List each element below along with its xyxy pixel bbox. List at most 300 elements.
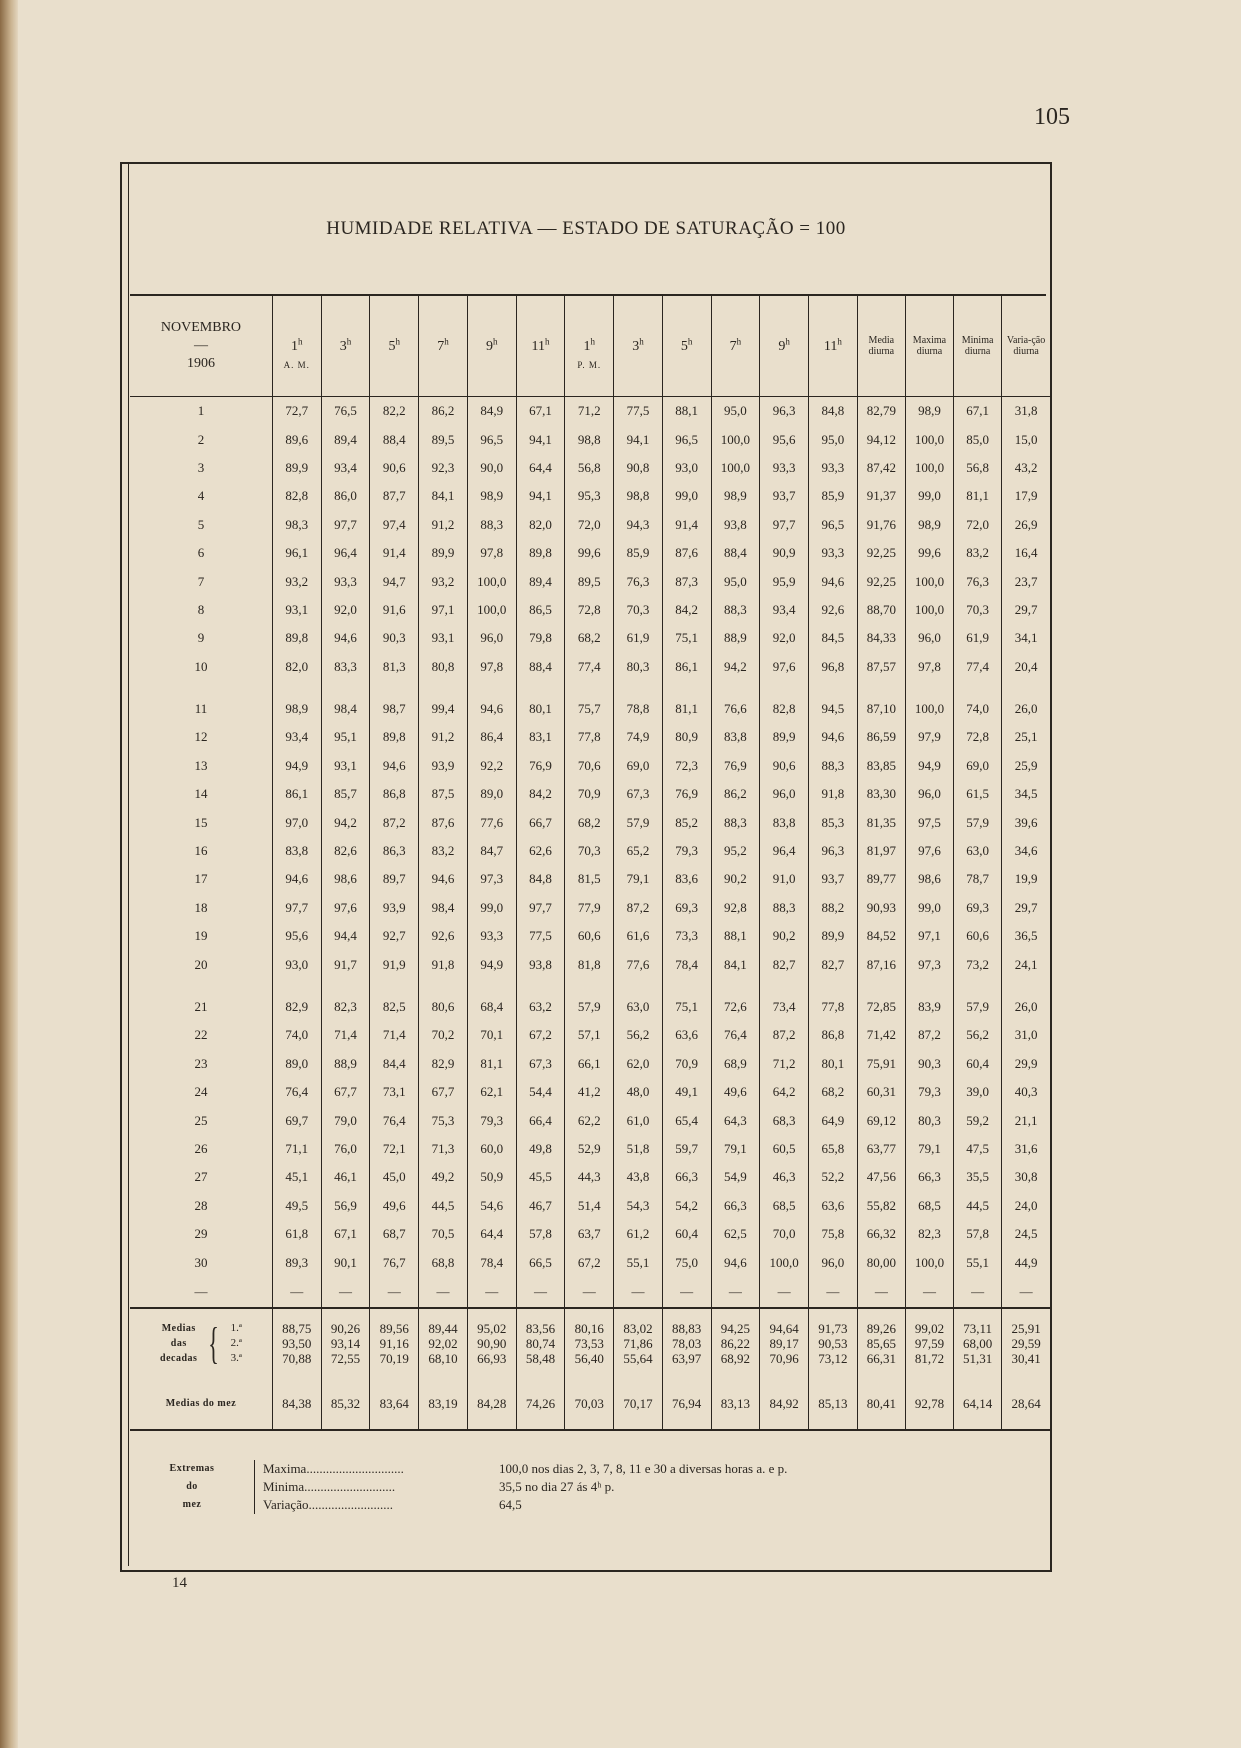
value-cell: 81,35 bbox=[857, 808, 905, 836]
value-cell: 100,0 bbox=[467, 567, 516, 595]
value-cell: 52,9 bbox=[565, 1135, 614, 1163]
value-cell: 94,2 bbox=[321, 808, 370, 836]
value-cell: 64,3 bbox=[711, 1106, 760, 1134]
value-cell: 86,59 bbox=[857, 723, 905, 751]
value-cell: 91,6 bbox=[370, 596, 419, 624]
value-cell: 95,3 bbox=[565, 482, 614, 510]
value-cell: 69,0 bbox=[954, 752, 1002, 780]
month-mean-cell: 85,32 bbox=[321, 1379, 370, 1430]
month-mean-cell: 83,13 bbox=[711, 1379, 760, 1430]
value-cell: 68,5 bbox=[905, 1192, 953, 1220]
day-cell: 4 bbox=[197, 488, 205, 504]
value-cell: 86,0 bbox=[321, 482, 370, 510]
day-cell: 30 bbox=[194, 1254, 208, 1270]
value-cell: 63,2 bbox=[516, 979, 565, 1021]
value-cell: 67,3 bbox=[516, 1050, 565, 1078]
table-row bbox=[130, 482, 1050, 510]
value-cell: 72,85 bbox=[857, 979, 905, 1021]
day-cell: 23 bbox=[194, 1055, 208, 1071]
table-title: HUMIDADE RELATIVA — ESTADO DE SATURAÇÃO = 100 bbox=[326, 218, 846, 239]
value-cell: 93,8 bbox=[516, 950, 565, 978]
table-row bbox=[130, 752, 1050, 780]
extremes-label: do bbox=[186, 1481, 198, 1492]
table-row bbox=[130, 511, 1050, 539]
value-cell: 96,0 bbox=[467, 624, 516, 652]
value-cell: 98,6 bbox=[905, 865, 953, 893]
value-cell: 97,9 bbox=[905, 723, 953, 751]
dash-cell: — bbox=[662, 1277, 711, 1308]
value-cell: 91,8 bbox=[419, 950, 468, 978]
value-cell: 89,5 bbox=[419, 425, 468, 453]
value-cell: 87,6 bbox=[419, 808, 468, 836]
value-cell: 72,8 bbox=[954, 723, 1002, 751]
value-cell: 24,5 bbox=[1002, 1220, 1050, 1248]
value-cell: 72,6 bbox=[711, 979, 760, 1021]
value-cell: 41,2 bbox=[565, 1078, 614, 1106]
value-cell: 73,3 bbox=[662, 922, 711, 950]
decade-value: 25,91 bbox=[1011, 1321, 1041, 1337]
value-cell: 57,8 bbox=[954, 1220, 1002, 1248]
extreme-name: Minima bbox=[263, 1479, 305, 1494]
value-cell: 96,0 bbox=[905, 780, 953, 808]
value-cell: 82,6 bbox=[321, 837, 370, 865]
value-cell: 90,3 bbox=[905, 1050, 953, 1078]
value-cell: 57,9 bbox=[565, 979, 614, 1021]
value-cell: 76,7 bbox=[370, 1248, 419, 1276]
value-cell: 74,9 bbox=[614, 723, 663, 751]
decade-value: 70,88 bbox=[282, 1351, 312, 1367]
value-cell: 93,9 bbox=[370, 894, 419, 922]
value-cell: 94,9 bbox=[272, 752, 321, 780]
value-cell: 66,7 bbox=[516, 808, 565, 836]
value-cell: 88,4 bbox=[370, 425, 419, 453]
month-mean-cell: 85,13 bbox=[809, 1379, 858, 1430]
table-row bbox=[130, 1163, 1050, 1191]
extreme-name: Variação bbox=[263, 1497, 309, 1512]
value-cell: 86,3 bbox=[370, 837, 419, 865]
decade-value: 51,31 bbox=[962, 1351, 993, 1367]
decade-value: 55,64 bbox=[623, 1351, 653, 1367]
value-cell: 39,6 bbox=[1002, 808, 1050, 836]
table-row bbox=[130, 1192, 1050, 1220]
value-cell: 47,5 bbox=[954, 1135, 1002, 1163]
hour-header: 1$^h$ A. M. bbox=[272, 296, 321, 397]
value-cell: 55,1 bbox=[954, 1248, 1002, 1276]
decade-cell bbox=[370, 1308, 419, 1379]
value-cell: 97,7 bbox=[516, 894, 565, 922]
decade-value: 66,31 bbox=[866, 1351, 896, 1367]
day-cell: 11 bbox=[194, 701, 208, 717]
value-cell: 87,2 bbox=[760, 1021, 809, 1049]
table-row bbox=[130, 922, 1050, 950]
value-cell: 90,0 bbox=[467, 454, 516, 482]
value-cell: 81,1 bbox=[662, 681, 711, 723]
value-cell: 82,3 bbox=[321, 979, 370, 1021]
value-cell: 94,6 bbox=[467, 681, 516, 723]
value-cell: 86,8 bbox=[809, 1021, 858, 1049]
value-cell: 96,1 bbox=[272, 539, 321, 567]
value-cell: 100,0 bbox=[711, 454, 760, 482]
value-cell: 59,2 bbox=[954, 1106, 1002, 1134]
extreme-value: 35,5 no dia 27 ás 4ʰ p. bbox=[499, 1479, 615, 1494]
value-cell: 93,3 bbox=[809, 539, 858, 567]
value-cell: 68,4 bbox=[467, 979, 516, 1021]
value-cell: 80,9 bbox=[662, 723, 711, 751]
value-cell: 89,8 bbox=[272, 624, 321, 652]
dash-cell: — bbox=[954, 1277, 1002, 1308]
value-cell: 90,6 bbox=[370, 454, 419, 482]
value-cell: 90,3 bbox=[370, 624, 419, 652]
value-cell: 90,1 bbox=[321, 1248, 370, 1276]
value-cell: 95,2 bbox=[711, 837, 760, 865]
value-cell: 93,0 bbox=[272, 950, 321, 978]
value-cell: 72,0 bbox=[954, 511, 1002, 539]
value-cell: 73,4 bbox=[760, 979, 809, 1021]
value-cell: 63,7 bbox=[565, 1220, 614, 1248]
value-cell: 60,5 bbox=[760, 1135, 809, 1163]
value-cell: 93,0 bbox=[662, 454, 711, 482]
value-cell: 64,9 bbox=[809, 1106, 858, 1134]
value-cell: 44,5 bbox=[954, 1192, 1002, 1220]
value-cell: 92,3 bbox=[419, 454, 468, 482]
value-cell: 81,5 bbox=[565, 865, 614, 893]
minima-header: Minima diurna bbox=[954, 296, 1002, 397]
value-cell: 83,2 bbox=[419, 837, 468, 865]
value-cell: 34,5 bbox=[1002, 780, 1050, 808]
value-cell: 71,3 bbox=[419, 1135, 468, 1163]
day-cell: 20 bbox=[194, 956, 208, 972]
hour-header: 3$^h$ bbox=[321, 296, 370, 397]
month-mean-cell: 28,64 bbox=[1002, 1379, 1050, 1430]
value-cell: 17,9 bbox=[1002, 482, 1050, 510]
value-cell: 91,2 bbox=[419, 511, 468, 539]
book-spine bbox=[0, 0, 18, 1748]
value-cell: 83,3 bbox=[321, 653, 370, 681]
value-cell: 82,79 bbox=[857, 397, 905, 426]
decade-label: Medias das decadas { 1.ª 2.ª 3.ª bbox=[130, 1308, 272, 1379]
value-cell: 94,3 bbox=[614, 511, 663, 539]
month-mean-cell: 83,64 bbox=[370, 1379, 419, 1430]
value-cell: 88,3 bbox=[711, 596, 760, 624]
value-cell: 60,6 bbox=[954, 922, 1002, 950]
value-cell: 56,2 bbox=[954, 1021, 1002, 1049]
value-cell: 39,0 bbox=[954, 1078, 1002, 1106]
decade-value: 80,74 bbox=[525, 1336, 556, 1352]
decade-value: 93,14 bbox=[330, 1336, 361, 1352]
hour-header: 5$^h$ bbox=[370, 296, 419, 397]
value-cell: 86,4 bbox=[467, 723, 516, 751]
value-cell: 91,0 bbox=[760, 865, 809, 893]
value-cell: 61,8 bbox=[272, 1220, 321, 1248]
value-cell: 86,2 bbox=[419, 397, 468, 426]
value-cell: 29,9 bbox=[1002, 1050, 1050, 1078]
value-cell: 65,2 bbox=[614, 837, 663, 865]
value-cell: 62,5 bbox=[711, 1220, 760, 1248]
value-cell: 66,32 bbox=[857, 1220, 905, 1248]
value-cell: 89,5 bbox=[565, 567, 614, 595]
month-dash: — bbox=[193, 338, 208, 353]
dash-cell: — bbox=[760, 1277, 809, 1308]
value-cell: 75,91 bbox=[857, 1050, 905, 1078]
value-cell: 93,4 bbox=[760, 596, 809, 624]
decade-cell bbox=[760, 1308, 809, 1379]
value-cell: 85,9 bbox=[614, 539, 663, 567]
value-cell: 96,3 bbox=[809, 837, 858, 865]
value-cell: 98,8 bbox=[565, 425, 614, 453]
decade-cell bbox=[809, 1308, 858, 1379]
decade-cell bbox=[272, 1308, 321, 1379]
value-cell: 78,4 bbox=[467, 1248, 516, 1276]
decade-cell bbox=[467, 1308, 516, 1379]
table-row bbox=[130, 624, 1050, 652]
decade-cell bbox=[565, 1308, 614, 1379]
value-cell: 54,9 bbox=[711, 1163, 760, 1191]
value-cell: 26,0 bbox=[1002, 979, 1050, 1021]
value-cell: 90,8 bbox=[614, 454, 663, 482]
day-cell: 24 bbox=[194, 1084, 208, 1100]
value-cell: 87,2 bbox=[905, 1021, 953, 1049]
value-cell: 88,3 bbox=[760, 894, 809, 922]
value-cell: 45,1 bbox=[272, 1163, 321, 1191]
value-cell: 20,4 bbox=[1002, 653, 1050, 681]
table-row bbox=[130, 1220, 1050, 1248]
value-cell: 26,0 bbox=[1002, 681, 1050, 723]
value-cell: 70,2 bbox=[419, 1021, 468, 1049]
month-header bbox=[130, 296, 272, 397]
value-cell: 79,3 bbox=[467, 1106, 516, 1134]
decade-value: 88,83 bbox=[672, 1321, 702, 1337]
value-cell: 77,8 bbox=[565, 723, 614, 751]
value-cell: 96,0 bbox=[809, 1248, 858, 1276]
value-cell: 99,0 bbox=[905, 894, 953, 922]
value-cell: 93,7 bbox=[809, 865, 858, 893]
dash-cell: — bbox=[370, 1277, 419, 1308]
value-cell: 92,2 bbox=[467, 752, 516, 780]
table-row bbox=[130, 979, 1050, 1021]
dash-cell: — bbox=[321, 1277, 370, 1308]
month-mean-cell: 92,78 bbox=[905, 1379, 953, 1430]
value-cell: 100,0 bbox=[905, 1248, 953, 1276]
table-row bbox=[130, 1021, 1050, 1049]
value-cell: 97,1 bbox=[905, 922, 953, 950]
value-cell: 91,8 bbox=[809, 780, 858, 808]
value-cell: 89,8 bbox=[516, 539, 565, 567]
decade-cell bbox=[954, 1308, 1002, 1379]
value-cell: 57,9 bbox=[614, 808, 663, 836]
value-cell: 96,3 bbox=[760, 397, 809, 426]
value-cell: 92,0 bbox=[321, 596, 370, 624]
value-cell: 65,8 bbox=[809, 1135, 858, 1163]
decade-value: 89,26 bbox=[866, 1321, 896, 1337]
decade-value: 63,97 bbox=[672, 1351, 702, 1367]
day-cell: 3 bbox=[197, 459, 205, 475]
value-cell: 44,3 bbox=[565, 1163, 614, 1191]
value-cell: 84,9 bbox=[467, 397, 516, 426]
value-cell: 68,2 bbox=[809, 1078, 858, 1106]
value-cell: 73,1 bbox=[370, 1078, 419, 1106]
value-cell: 80,1 bbox=[516, 681, 565, 723]
value-cell: 93,2 bbox=[272, 567, 321, 595]
value-cell: 67,7 bbox=[419, 1078, 468, 1106]
value-cell: 86,1 bbox=[662, 653, 711, 681]
value-cell: 55,82 bbox=[857, 1192, 905, 1220]
value-cell: 91,2 bbox=[419, 723, 468, 751]
value-cell: 80,00 bbox=[857, 1248, 905, 1276]
value-cell: 81,97 bbox=[857, 837, 905, 865]
value-cell: 90,9 bbox=[760, 539, 809, 567]
value-cell: 70,5 bbox=[419, 1220, 468, 1248]
value-cell: 66,3 bbox=[662, 1163, 711, 1191]
table-row bbox=[130, 1078, 1050, 1106]
value-cell: 61,2 bbox=[614, 1220, 663, 1248]
value-cell: 61,5 bbox=[954, 780, 1002, 808]
value-cell: 94,6 bbox=[370, 752, 419, 780]
value-cell: 54,2 bbox=[662, 1192, 711, 1220]
value-cell: 95,6 bbox=[272, 922, 321, 950]
value-cell: 82,9 bbox=[272, 979, 321, 1021]
value-cell: 49,2 bbox=[419, 1163, 468, 1191]
value-cell: 64,2 bbox=[760, 1078, 809, 1106]
value-cell: 88,9 bbox=[321, 1050, 370, 1078]
value-cell: 97,6 bbox=[905, 837, 953, 865]
value-cell: 94,5 bbox=[809, 681, 858, 723]
value-cell: 86,1 bbox=[272, 780, 321, 808]
value-cell: 76,4 bbox=[370, 1106, 419, 1134]
table-row bbox=[130, 567, 1050, 595]
value-cell: 36,5 bbox=[1002, 922, 1050, 950]
value-cell: 99,4 bbox=[419, 681, 468, 723]
value-cell: 59,7 bbox=[662, 1135, 711, 1163]
day-rows bbox=[130, 397, 1050, 1277]
day-cell: 21 bbox=[194, 999, 208, 1014]
value-cell: 86,5 bbox=[516, 596, 565, 624]
value-cell: 81,8 bbox=[565, 950, 614, 978]
value-cell: 74,0 bbox=[272, 1021, 321, 1049]
value-cell: 93,4 bbox=[272, 723, 321, 751]
value-cell: 79,8 bbox=[516, 624, 565, 652]
extremes-label: mez bbox=[182, 1499, 202, 1510]
decade-value: 86,22 bbox=[720, 1336, 751, 1352]
value-cell: 93,4 bbox=[321, 454, 370, 482]
value-cell: 89,9 bbox=[760, 723, 809, 751]
value-cell: 79,3 bbox=[905, 1078, 953, 1106]
value-cell: 88,1 bbox=[662, 397, 711, 426]
value-cell: 82,0 bbox=[516, 511, 565, 539]
value-cell: 83,2 bbox=[954, 539, 1002, 567]
day-cell: 5 bbox=[197, 516, 205, 532]
decade-value: 78,03 bbox=[672, 1336, 702, 1352]
value-cell: 61,6 bbox=[614, 922, 663, 950]
table-row bbox=[130, 681, 1050, 723]
value-cell: 87,10 bbox=[857, 681, 905, 723]
value-cell: 69,3 bbox=[662, 894, 711, 922]
decade-value: 29,59 bbox=[1011, 1336, 1041, 1352]
value-cell: 72,3 bbox=[662, 752, 711, 780]
value-cell: 61,0 bbox=[614, 1106, 663, 1134]
value-cell: 79,0 bbox=[321, 1106, 370, 1134]
day-cell: 8 bbox=[197, 601, 205, 617]
value-cell: 97,7 bbox=[272, 894, 321, 922]
value-cell: 70,1 bbox=[467, 1021, 516, 1049]
table-row bbox=[130, 837, 1050, 865]
dash-cell: — bbox=[809, 1277, 858, 1308]
value-cell: 90,2 bbox=[760, 922, 809, 950]
value-cell: 82,2 bbox=[370, 397, 419, 426]
value-cell: 98,3 bbox=[272, 511, 321, 539]
table-row bbox=[130, 780, 1050, 808]
value-cell: 89,0 bbox=[467, 780, 516, 808]
value-cell: 70,3 bbox=[954, 596, 1002, 624]
value-cell: 87,42 bbox=[857, 454, 905, 482]
month-mean-cell: 64,14 bbox=[954, 1379, 1002, 1430]
value-cell: 84,52 bbox=[857, 922, 905, 950]
value-cell: 63,0 bbox=[614, 979, 663, 1021]
hour-header: 5$^h$ bbox=[662, 296, 711, 397]
dash-cell: — bbox=[857, 1277, 905, 1308]
humidity-table bbox=[130, 296, 1050, 1431]
decade-means-row bbox=[130, 1308, 1050, 1379]
value-cell: 70,3 bbox=[614, 596, 663, 624]
decade-value: 90,26 bbox=[330, 1321, 361, 1337]
decade-value: 93,50 bbox=[282, 1336, 312, 1352]
value-cell: 82,8 bbox=[760, 681, 809, 723]
value-cell: 72,8 bbox=[565, 596, 614, 624]
decade-value: 89,17 bbox=[769, 1336, 799, 1352]
variacao-header: Varia-ção diurna bbox=[1002, 296, 1050, 397]
value-cell: 49,5 bbox=[272, 1192, 321, 1220]
decade-value: 99,02 bbox=[914, 1321, 945, 1337]
value-cell: 81,1 bbox=[954, 482, 1002, 510]
decade-value: 85,65 bbox=[866, 1336, 896, 1352]
decade-value: 95,02 bbox=[477, 1321, 507, 1337]
decade-value: 70,19 bbox=[379, 1351, 409, 1367]
decade-cell bbox=[1002, 1308, 1050, 1379]
value-cell: 85,0 bbox=[954, 425, 1002, 453]
value-cell: 67,1 bbox=[321, 1220, 370, 1248]
value-cell: 79,1 bbox=[711, 1135, 760, 1163]
value-cell: 55,1 bbox=[614, 1248, 663, 1276]
decade-cell bbox=[614, 1308, 663, 1379]
value-cell: 88,4 bbox=[516, 653, 565, 681]
value-cell: 57,8 bbox=[516, 1220, 565, 1248]
value-cell: 87,3 bbox=[662, 567, 711, 595]
dash-cell: — bbox=[419, 1277, 468, 1308]
value-cell: 94,1 bbox=[516, 482, 565, 510]
value-cell: 88,70 bbox=[857, 596, 905, 624]
value-cell: 83,1 bbox=[516, 723, 565, 751]
day-cell: 16 bbox=[194, 843, 208, 859]
value-cell: 90,2 bbox=[711, 865, 760, 893]
decade-value: 90,90 bbox=[477, 1336, 507, 1352]
table-row bbox=[130, 1050, 1050, 1078]
value-cell: 93,1 bbox=[321, 752, 370, 780]
value-cell: 75,3 bbox=[419, 1106, 468, 1134]
value-cell: 71,4 bbox=[321, 1021, 370, 1049]
value-cell: 31,8 bbox=[1002, 397, 1050, 426]
decade-value: 89,56 bbox=[379, 1321, 409, 1337]
hour-header: 1$^h$ P. M. bbox=[565, 296, 614, 397]
value-cell: 91,9 bbox=[370, 950, 419, 978]
decade-value: 66,93 bbox=[477, 1351, 507, 1367]
pm-label: P. M. bbox=[577, 360, 602, 370]
value-cell: 87,16 bbox=[857, 950, 905, 978]
value-cell: 83,8 bbox=[760, 808, 809, 836]
decade-cell bbox=[711, 1308, 760, 1379]
decade-value: 68,10 bbox=[428, 1351, 458, 1367]
value-cell: 74,0 bbox=[954, 681, 1002, 723]
value-cell: 98,9 bbox=[467, 482, 516, 510]
value-cell: 97,8 bbox=[467, 653, 516, 681]
